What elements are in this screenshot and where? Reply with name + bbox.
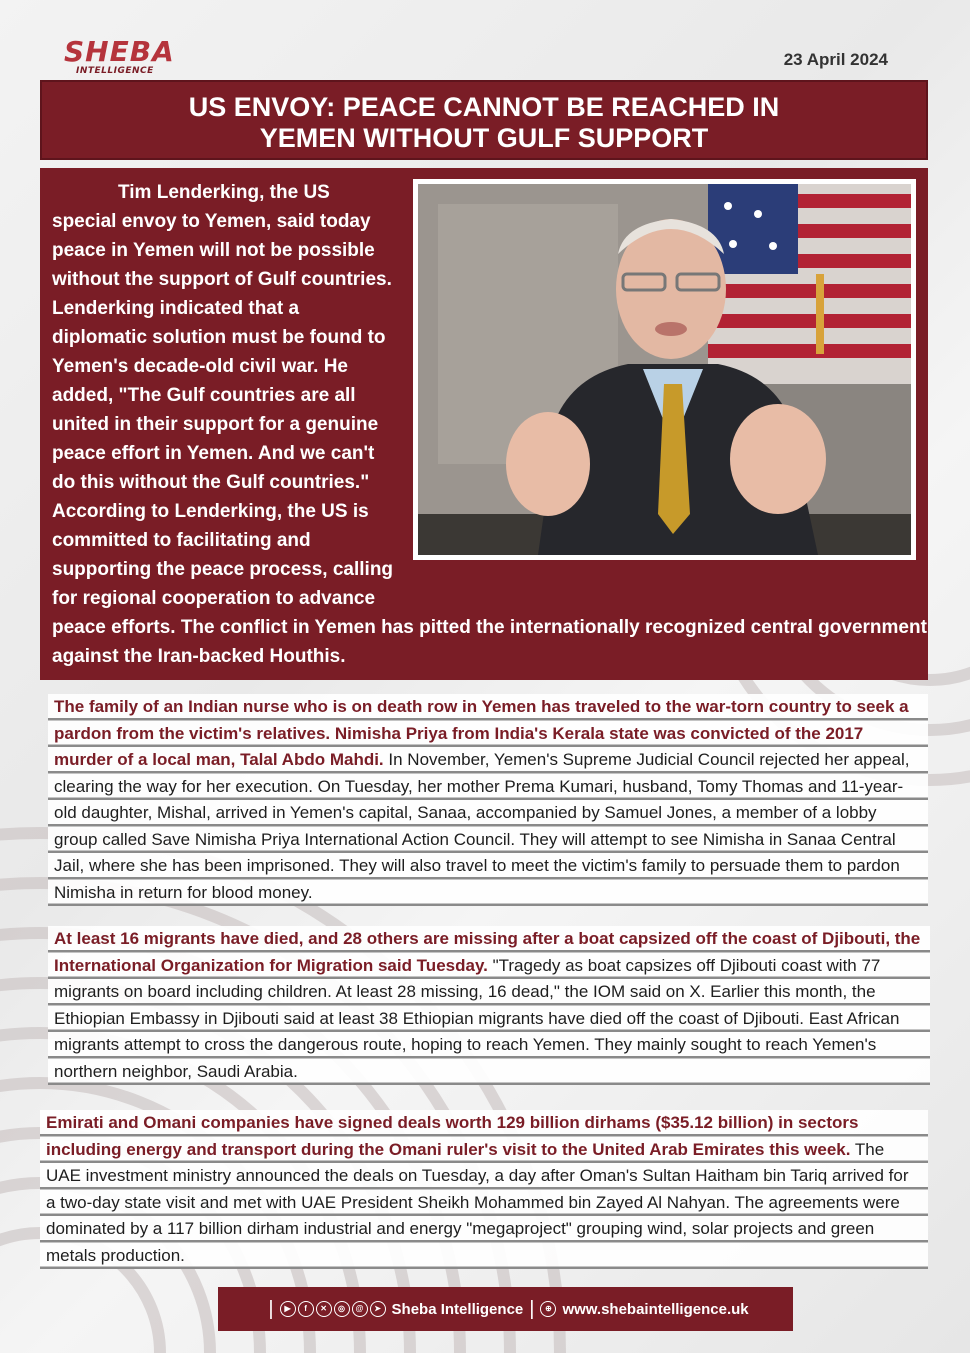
story-body: In November, Yemen's Supreme Judicial Council rejected her appeal, clearing the way for her execution. On Tuesday, her mother Prema Kumari, husband, Tomy Thomas and 11-year-old daughter, Mishal, arrived in Yemen's capital, Sanaa, accompanied by Samuel Jones, a member of a lobby group called Save Nimisha Priya International Action Council. They will attempt to see Nimisha in Sanaa Central Jail, where she has been imprisoned. They will also travel to meet the victim's family to persuade them to pardon Nimisha in return for blood money.: [54, 750, 910, 902]
story-highlight: The family of an Indian nurse who is on death row in Yemen has traveled to the war-torn country to seek a pardon from the victim's relatives. Nimisha Priya from India's Kerala state was convicted of the 2017 murder of a local man, Talal Abdo Mahdi.: [54, 697, 909, 769]
telegram-icon[interactable]: ➤: [370, 1301, 386, 1317]
story-highlight: Emirati and Omani companies have signed deals worth 129 billion dirhams ($35.12 billion) in sectors including energy and transport during the Omani ruler's visit to the United Arab Emirates this week.: [46, 1113, 859, 1159]
footer-bar: [218, 1287, 793, 1331]
footer-divider: |: [268, 1297, 274, 1320]
youtube-icon[interactable]: ▶: [280, 1301, 296, 1317]
footer-brand[interactable]: Sheba Intelligence: [391, 1300, 524, 1318]
sheba-logo: [64, 35, 184, 82]
story-body: The UAE investment ministry announced the deals on Tuesday, a day after Oman's Sultan Haitham bin Tariq arrived for a two-day state visit and met with UAE President Sheikh Mohammed bin Zayed Al Nahyan. The agreements were dominated by a 117 billion dirham industrial and energy "megaproject" grouping wind, solar projects and green metals production.: [46, 1139, 909, 1265]
story-djibouti-migrants: [48, 926, 930, 1085]
story-body: "Tragedy as boat capsizes off Djibouti coast with 77 migrants on board including children. At least 28 missing, 16 dead," the IOM said on X. Earlier this month, the Ethiopian Embassy in Djibouti said at least 38 Ethiopian migrants have died off the coast of Djibouti. East African migrants attempt to cross the dangerous route, hoping to reach Yemen. They mainly sought to reach Yemen's northern neighbor, Saudi Arabia.: [54, 955, 900, 1081]
footer-website[interactable]: www.shebaintelligence.uk: [562, 1300, 749, 1318]
logo-sub: INTELLIGENCE: [76, 66, 154, 76]
x-icon[interactable]: ✕: [316, 1301, 332, 1317]
headline-line-1: US ENVOY: PEACE CANNOT BE REACHED IN: [188, 92, 780, 122]
story-nurse-death-row: [48, 694, 928, 906]
headline-banner: [40, 80, 928, 160]
facebook-icon[interactable]: f: [298, 1301, 314, 1317]
threads-icon[interactable]: @: [352, 1301, 368, 1317]
logo-main: SHEBA: [64, 35, 175, 68]
story-highlight: At least 16 migrants have died, and 28 others are missing after a boat capsized off the coast of Djibouti, the International Organization for Migration said Tuesday.: [54, 929, 921, 975]
envoy-photo: [413, 179, 916, 560]
story-uae-oman-deals: [40, 1110, 928, 1269]
issue-date: 23 April 2024: [783, 50, 888, 69]
lead-story-text: Tim Lenderking, the US special envoy to Yemen, said today peace in Yemen will not be possible without the support of Gulf countries. Lenderking indicated that a diplomatic solution must be found to Yemen's decade-old civil war. He added, "The Gulf countries are all united in their support for a genuine peace effort in Yemen. And we can't do this without the Gulf countries." According to Lenderking, the US is committed to facilitating and supporting the peace process, calling for regional cooperation to advance peace efforts. The conflict in Yemen has pitted the internationally recognized central government against the Iran-backed Houthis.: [52, 182, 927, 667]
globe-icon: ⊕: [540, 1301, 556, 1317]
headline-line-2: YEMEN WITHOUT GULF SUPPORT: [259, 123, 709, 153]
instagram-icon[interactable]: ◎: [334, 1301, 350, 1317]
footer-divider: |: [529, 1297, 535, 1320]
